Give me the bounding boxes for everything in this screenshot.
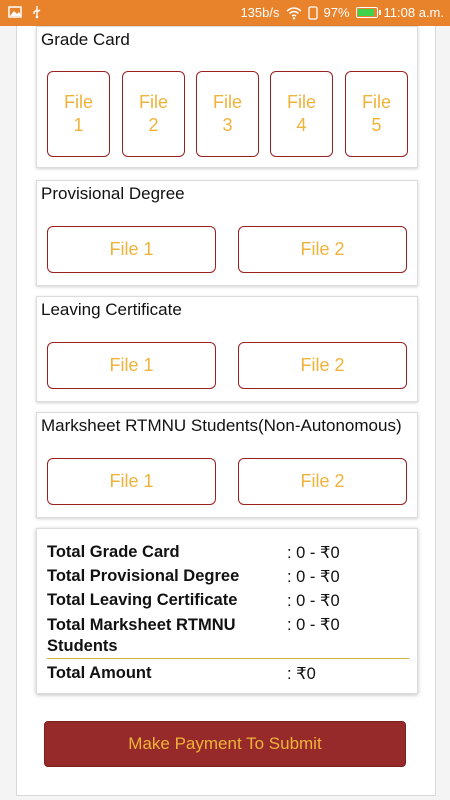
section-title: Leaving Certificate xyxy=(41,300,182,319)
grade-card-file-3[interactable]: File 3 xyxy=(196,71,259,157)
marksheet-section xyxy=(36,412,418,518)
provisional-degree-file-1[interactable]: File 1 xyxy=(47,226,216,273)
wifi-icon xyxy=(286,6,302,20)
section-title: Marksheet RTMNU Students(Non-Autonomous) xyxy=(41,416,402,435)
provisional-degree-file-2[interactable]: File 2 xyxy=(238,226,407,273)
summary-label-grade-card: Total Grade Card xyxy=(47,543,180,561)
summary-label-provisional-degree: Total Provisional Degree xyxy=(47,567,240,585)
usb-icon xyxy=(30,5,44,19)
status-bar xyxy=(0,0,450,26)
summary-value-marksheet: : 0 - ₹0 xyxy=(287,616,340,634)
phone-icon xyxy=(308,6,318,20)
battery-icon xyxy=(356,7,378,18)
section-title: Grade Card xyxy=(41,30,130,49)
summary-value-leaving-certificate: : 0 - ₹0 xyxy=(287,592,340,610)
summary-value-provisional-degree: : 0 - ₹0 xyxy=(287,568,340,586)
marksheet-file-1[interactable]: File 1 xyxy=(47,458,216,505)
leaving-certificate-file-2[interactable]: File 2 xyxy=(238,342,407,389)
grade-card-section xyxy=(36,26,418,168)
make-payment-button[interactable]: Make Payment To Submit xyxy=(44,721,406,767)
battery-fill xyxy=(358,9,374,16)
summary-value-total: : ₹0 xyxy=(287,665,316,683)
section-title: Provisional Degree xyxy=(41,184,185,203)
payment-summary xyxy=(36,528,418,694)
network-speed: 135b/s xyxy=(240,5,280,20)
image-icon xyxy=(8,5,22,19)
summary-label-total: Total Amount xyxy=(47,664,152,682)
grade-card-file-5[interactable]: File 5 xyxy=(345,71,408,157)
grade-card-file-1[interactable]: File 1 xyxy=(47,71,110,157)
clock: 11:08 a.m. xyxy=(383,5,444,20)
summary-label-marksheet-line2: Students xyxy=(47,637,118,655)
leaving-certificate-section xyxy=(36,296,418,402)
leaving-certificate-file-1[interactable]: File 1 xyxy=(47,342,216,389)
summary-label-leaving-certificate: Total Leaving Certificate xyxy=(47,591,238,609)
marksheet-file-2[interactable]: File 2 xyxy=(238,458,407,505)
summary-divider xyxy=(47,658,409,659)
provisional-degree-section xyxy=(36,180,418,286)
summary-label-marksheet-line1: Total Marksheet RTMNU xyxy=(47,616,236,634)
summary-value-grade-card: : 0 - ₹0 xyxy=(287,544,340,562)
battery-percent: 97% xyxy=(323,5,350,20)
grade-card-file-2[interactable]: File 2 xyxy=(122,71,185,157)
summary-label-marksheet xyxy=(47,615,236,657)
grade-card-file-4[interactable]: File 4 xyxy=(270,71,333,157)
